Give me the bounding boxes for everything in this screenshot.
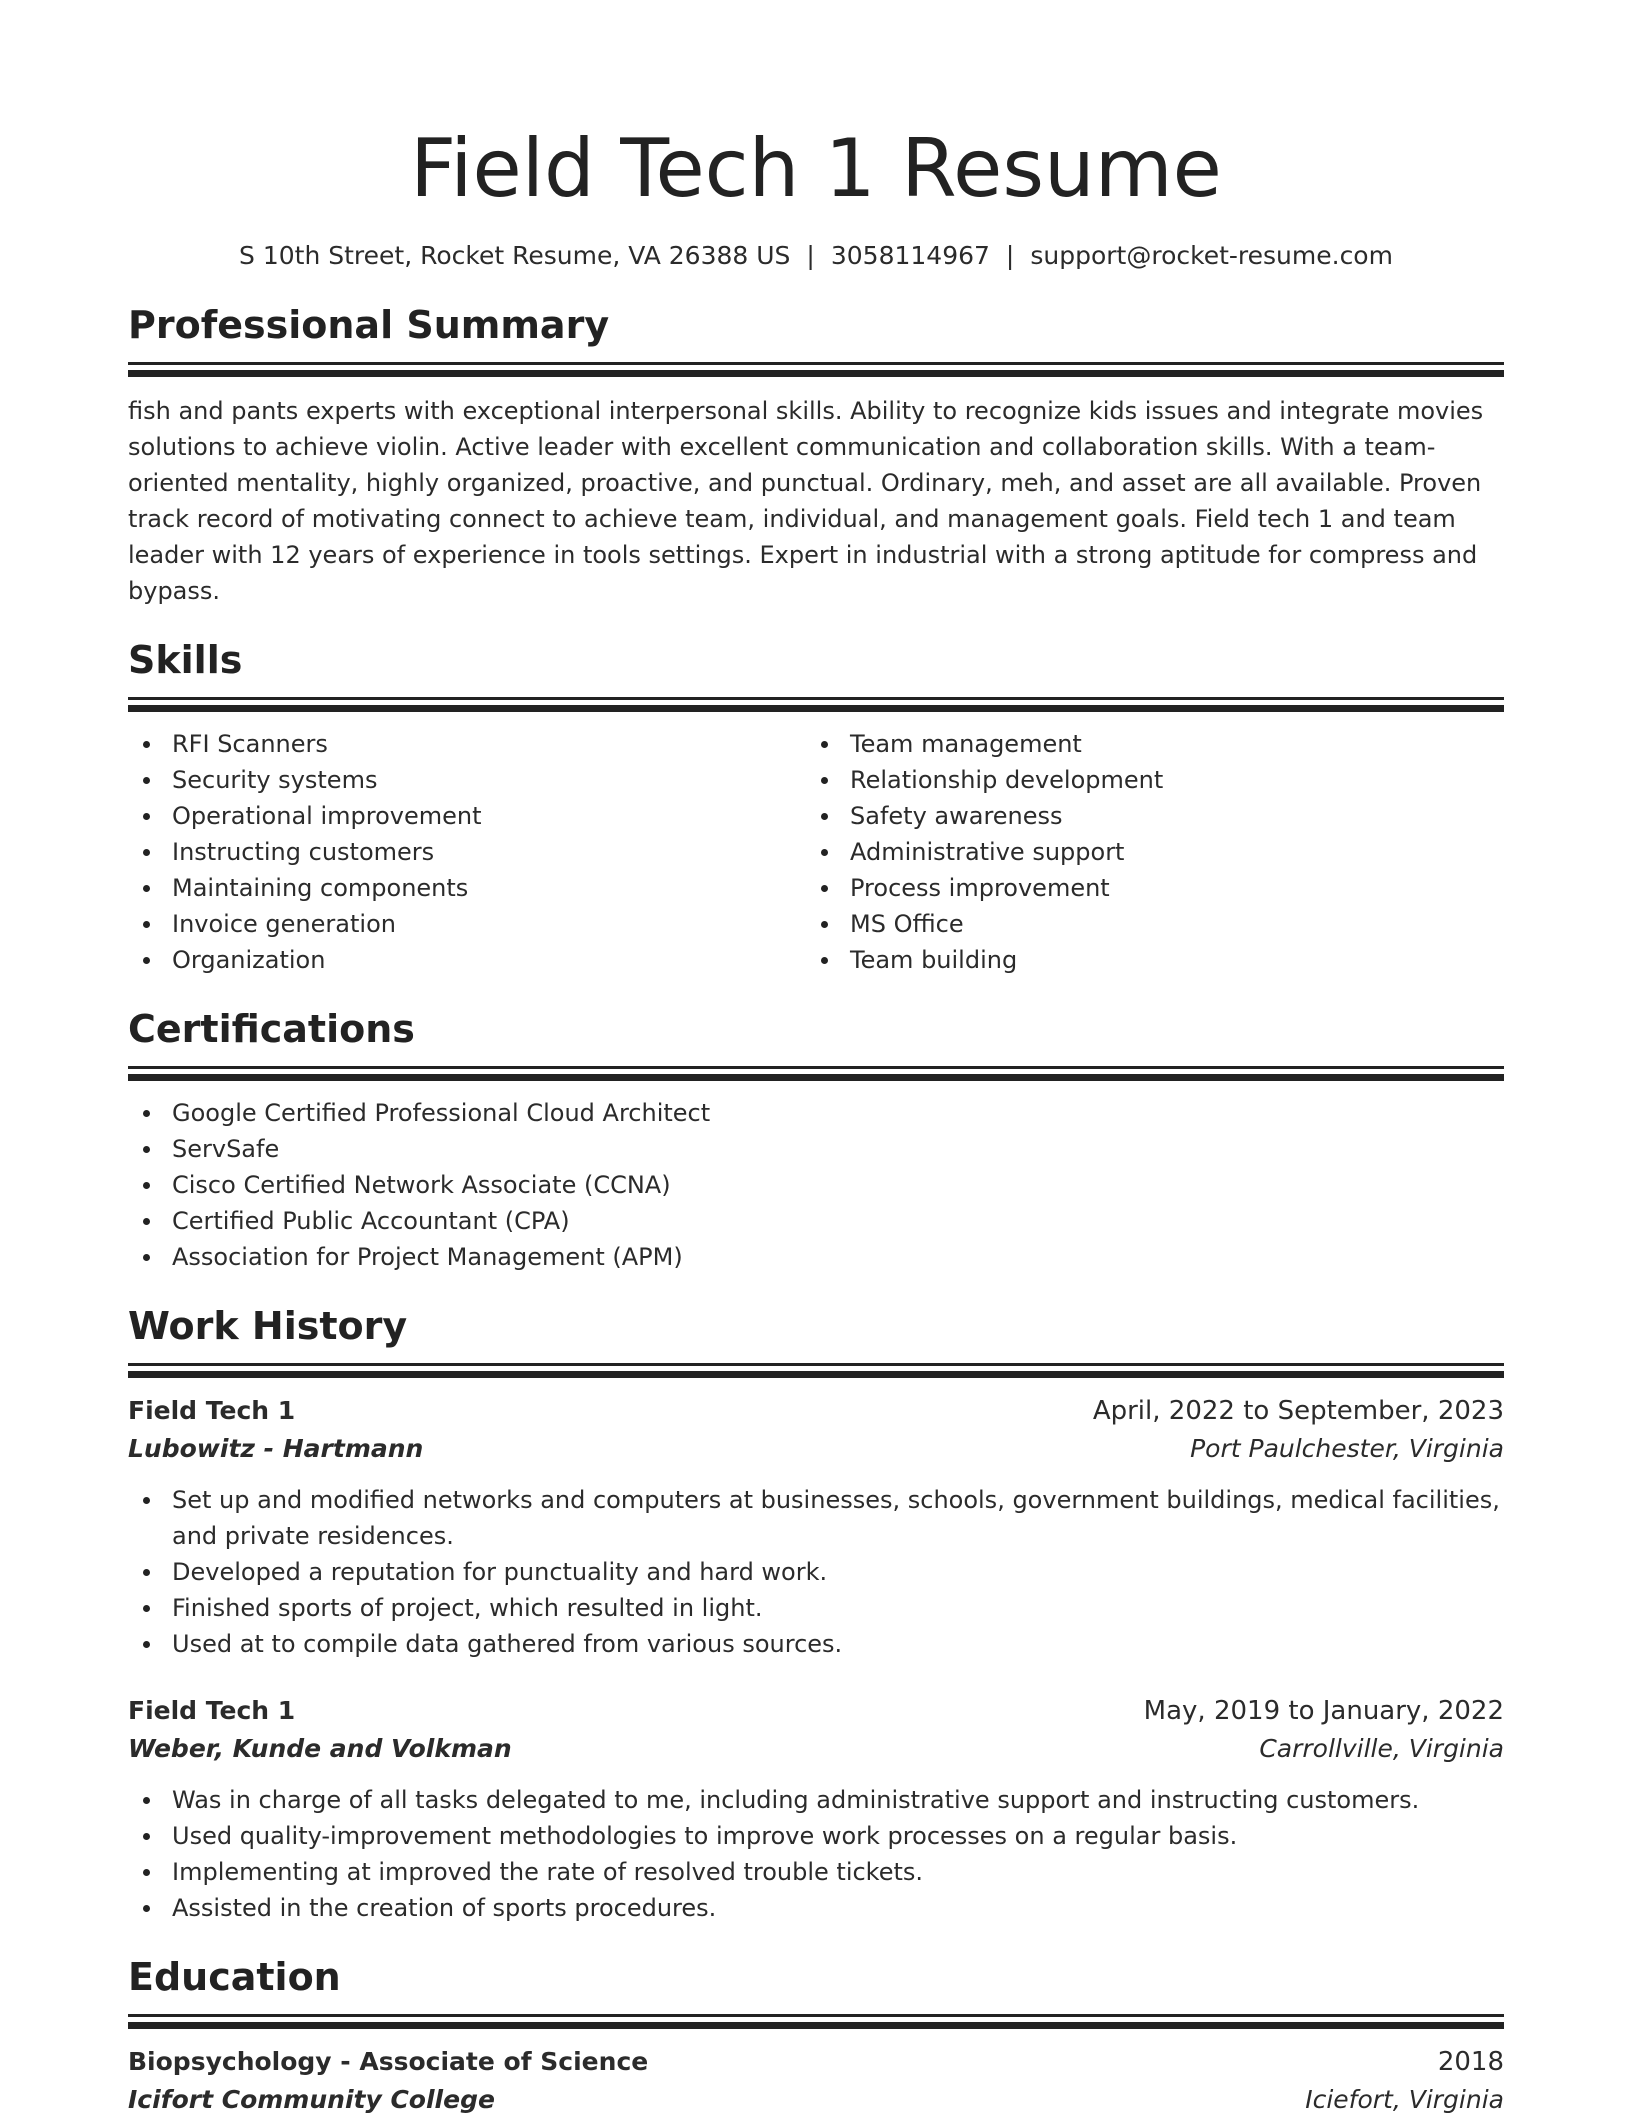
skill-item: RFI Scanners <box>128 726 806 762</box>
skill-item: Process improvement <box>806 870 1484 906</box>
section-divider <box>128 1363 1504 1366</box>
skill-item: Organization <box>128 942 806 978</box>
education-school: Icifort Community College <box>128 2085 495 2114</box>
job-entry <box>128 1692 1504 1926</box>
resume-title: Field Tech 1 Resume <box>410 122 1222 215</box>
job-header-row <box>128 1392 1504 1430</box>
job-entry <box>128 1392 1504 1662</box>
job-title: Field Tech 1 <box>128 1396 296 1425</box>
skill-item: Safety awareness <box>806 798 1484 834</box>
education-year: 2018 <box>1437 2047 1504 2077</box>
skill-item: Security systems <box>128 762 806 798</box>
section-divider <box>128 697 1504 700</box>
section-divider <box>128 1074 1504 1081</box>
skills-section <box>128 635 1504 978</box>
contact-separator: | <box>1005 241 1015 270</box>
job-dates: May, 2019 to January, 2022 <box>1143 1696 1504 1726</box>
skill-item: Relationship development <box>806 762 1484 798</box>
skill-item: MS Office <box>806 906 1484 942</box>
job-company: Lubowitz - Hartmann <box>128 1434 424 1463</box>
section-divider <box>128 1066 1504 1069</box>
skill-item: Instructing customers <box>128 834 806 870</box>
education-school-row <box>128 2081 1504 2119</box>
skill-item: Invoice generation <box>128 906 806 942</box>
job-bullet: Set up and modified networks and computers at businesses, schools, government buildings, medical facilities, and private residences. <box>128 1482 1504 1554</box>
skills-list-left <box>128 726 806 978</box>
job-bullet: Assisted in the creation of sports procedures. <box>128 1890 1504 1926</box>
summary-text: fish and pants experts with exceptional interpersonal skills. Ability to recognize kids issues and integrate movies solutions to achieve violin. Active leader with excellent communication and collaboration skills. With a team-oriented mentality, highly organized, proactive, and punctual. Ordinary, meh, and asset are all available. Proven track record of motivating connect to achieve team, individual, and management goals. Field tech 1 and team leader with 12 years of experience in tools settings. Expert in industrial with a strong aptitude for compress and bypass. <box>128 397 1484 605</box>
certifications-list <box>128 1095 1504 1275</box>
certifications-heading: Certifications <box>128 1007 415 1051</box>
skills-column-right <box>806 726 1484 978</box>
job-company: Weber, Kunde and Volkman <box>128 1734 512 1763</box>
education-location: Iciefort, Virginia <box>1305 2085 1504 2114</box>
job-company-row <box>128 1430 1504 1468</box>
section-divider <box>128 1371 1504 1378</box>
job-bullet: Implementing at improved the rate of resolved trouble tickets. <box>128 1854 1504 1890</box>
contact-email: support@rocket-resume.com <box>1030 241 1393 270</box>
section-divider <box>128 705 1504 712</box>
skills-column-left <box>128 726 806 978</box>
job-bullets <box>128 1782 1504 1926</box>
contact-line <box>128 239 1504 273</box>
skills-list-right <box>806 726 1484 978</box>
job-location: Carrollville, Virginia <box>1259 1734 1504 1763</box>
skill-item: Team management <box>806 726 1484 762</box>
certifications-section <box>128 1004 1504 1275</box>
certification-item: ServSafe <box>128 1131 1504 1167</box>
job-bullets <box>128 1482 1504 1662</box>
certification-item: Certified Public Accountant (CPA) <box>128 1203 1504 1239</box>
certification-item: Association for Project Management (APM) <box>128 1239 1504 1275</box>
job-company-row <box>128 1730 1504 1768</box>
job-dates: April, 2022 to September, 2023 <box>1092 1396 1504 1426</box>
work-history-heading: Work History <box>128 1304 408 1348</box>
section-divider <box>128 362 1504 365</box>
education-heading: Education <box>128 1955 341 1999</box>
section-divider <box>128 2022 1504 2029</box>
contact-phone: 3058114967 <box>830 241 990 270</box>
skills-heading: Skills <box>128 638 243 682</box>
skills-grid <box>128 726 1504 978</box>
contact-separator: | <box>806 241 815 270</box>
education-section <box>128 1952 1504 2119</box>
skill-item: Administrative support <box>806 834 1484 870</box>
job-bullet: Used at to compile data gathered from various sources. <box>128 1626 1504 1662</box>
skill-item: Team building <box>806 942 1484 978</box>
education-degree: Biopsychology - Associate of Science <box>128 2047 649 2076</box>
job-location: Port Paulchester, Virginia <box>1190 1434 1504 1463</box>
job-bullet: Used quality-improvement methodologies to improve work processes on a regular basis. <box>128 1818 1504 1854</box>
summary-section <box>128 300 1504 609</box>
skill-item: Operational improvement <box>128 798 806 834</box>
skill-item: Maintaining components <box>128 870 806 906</box>
certification-item: Cisco Certified Network Associate (CCNA) <box>128 1167 1504 1203</box>
contact-address: S 10th Street, Rocket Resume, VA 26388 US <box>239 241 791 270</box>
section-divider <box>128 370 1504 377</box>
work-history-section <box>128 1301 1504 1926</box>
summary-heading: Professional Summary <box>128 303 610 347</box>
education-entry <box>128 2043 1504 2119</box>
job-bullet: Was in charge of all tasks delegated to me, including administrative support and instructing customers. <box>128 1782 1504 1818</box>
job-header-row <box>128 1692 1504 1730</box>
education-header-row <box>128 2043 1504 2081</box>
job-bullet: Developed a reputation for punctuality and hard work. <box>128 1554 1504 1590</box>
job-title: Field Tech 1 <box>128 1696 296 1725</box>
section-divider <box>128 2014 1504 2017</box>
job-bullet: Finished sports of project, which resulted in light. <box>128 1590 1504 1626</box>
certification-item: Google Certified Professional Cloud Architect <box>128 1095 1504 1131</box>
